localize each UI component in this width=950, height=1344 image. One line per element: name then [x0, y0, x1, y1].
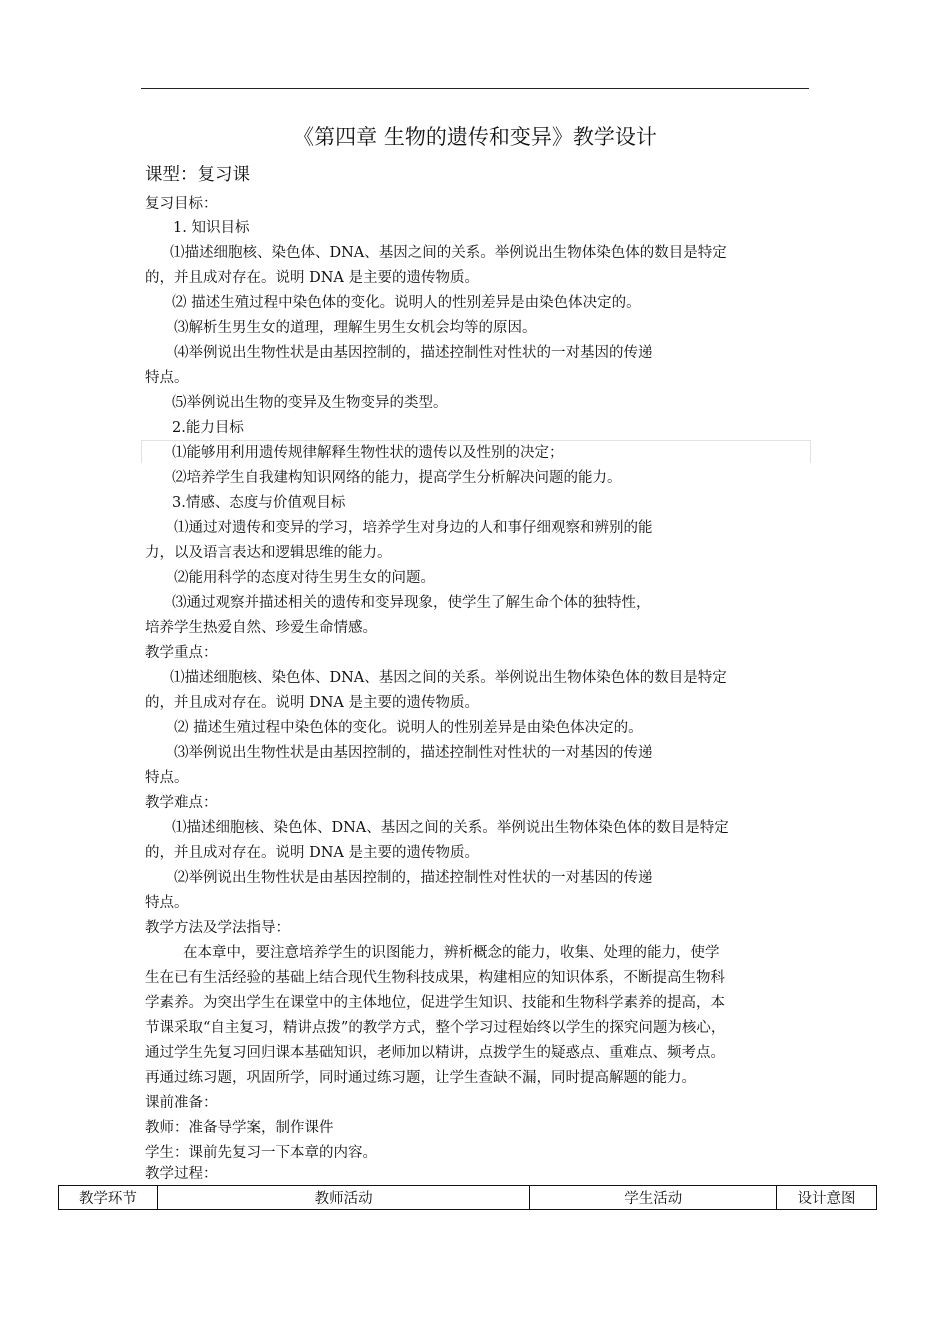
- paragraph-line: 在本章中，要注意培养学生的识图能力，辨析概念的能力，收集、处理的能力，使学: [183, 945, 720, 961]
- text-line: ⑵能用科学的态度对待生男生女的问题。: [174, 570, 435, 586]
- subsection-heading: 1. 知识目标: [173, 220, 250, 236]
- paragraph-line: 通过学生先复习回归课本基础知识，老师加以精讲，点拨学生的疑惑点、重难点、频考点。: [145, 1045, 725, 1061]
- text-line: 力，以及语言表达和逻辑思维的能力。: [145, 545, 392, 561]
- paragraph-line: 再通过练习题，巩固所学，同时通过练习题，让学生查缺不漏，同时提高解题的能力。: [145, 1070, 696, 1086]
- text-line: ⑴描述细胞核、染色体、DNA、基因之间的关系。举例说出生物体染色体的数目是特定: [172, 820, 729, 836]
- table-header-cell: 学生活动: [530, 1186, 777, 1210]
- text-line: ⑴描述细胞核、染色体、DNA、基因之间的关系。举例说出生物体染色体的数目是特定: [170, 245, 727, 261]
- text-line: ⑶通过观察并描述相关的遗传和变异现象，使学生了解生命个体的独特性，: [172, 595, 651, 611]
- text-line: 特点。: [145, 895, 189, 911]
- text-line: 的，并且成对存在。说明 DNA 是主要的遗传物质。: [145, 845, 480, 861]
- lesson-type: 课型：复习课: [145, 165, 250, 185]
- table-header-cell: 教学环节: [59, 1186, 158, 1210]
- text-line: ⑵培养学生自我建构知识网络的能力，提高学生分析解决问题的能力。: [172, 470, 622, 486]
- text-line: 培养学生热爱自然、珍爱生命情感。: [145, 620, 377, 636]
- text-line: ⑴通过对遗传和变异的学习，培养学生对身边的人和事仔细观察和辨别的能: [174, 520, 653, 536]
- text-line: ⑴能够用利用遗传规律解释生物性状的遗传以及性别的决定；: [172, 445, 564, 461]
- text-line: 的，并且成对存在。说明 DNA 是主要的遗传物质。: [145, 695, 480, 711]
- text-line: ⑸举例说出生物的变异及生物变异的类型。: [172, 395, 448, 411]
- document-title: 《第四章 生物的遗传和变异》教学设计: [293, 125, 657, 149]
- header-rule: [141, 88, 809, 89]
- section-heading: 课前准备：: [145, 1095, 218, 1111]
- section-heading: 教学过程：: [145, 1166, 218, 1182]
- section-heading: 教学难点：: [145, 795, 218, 811]
- text-line: ⑵举例说出生物性状是由基因控制的，描述控制性对性状的一对基因的传递: [174, 870, 653, 886]
- subsection-heading: 3.情感、态度与价值观目标: [172, 495, 346, 511]
- paragraph-line: 节课采取“自主复习，精讲点拨”的教学方式，整个学习过程始终以学生的探究问题为核心，: [145, 1020, 726, 1036]
- section-heading: 教学方法及学法指导：: [145, 920, 290, 936]
- text-line: 的，并且成对存在。说明 DNA 是主要的遗传物质。: [145, 270, 480, 286]
- paragraph-line: 学素养。为突出学生在课堂中的主体地位，促进学生知识、技能和生物科学素养的提高，本: [145, 995, 725, 1011]
- table-header-row: [59, 1186, 877, 1210]
- paragraph-line: 生在已有生活经验的基础上结合现代生物科技成果，构建相应的知识体系，不断提高生物科: [145, 970, 725, 986]
- text-line: 教师：准备导学案，制作课件: [145, 1120, 334, 1136]
- text-line: 特点。: [145, 770, 189, 786]
- text-line: 学生：课前先复习一下本章的内容。: [145, 1145, 377, 1161]
- text-line: ⑴描述细胞核、染色体、DNA、基因之间的关系。举例说出生物体染色体的数目是特定: [170, 670, 727, 686]
- text-line: ⑶举例说出生物性状是由基因控制的，描述控制性对性状的一对基因的传递: [174, 745, 653, 761]
- text-line: ⑵ 描述生殖过程中染色体的变化。说明人的性别差异是由染色体决定的。: [172, 295, 641, 311]
- text-line: ⑵ 描述生殖过程中染色体的变化。说明人的性别差异是由染色体决定的。: [174, 720, 643, 736]
- table-header-cell: 教师活动: [157, 1186, 530, 1210]
- section-heading: 复习目标：: [145, 196, 218, 212]
- teaching-process-table: [58, 1185, 877, 1210]
- text-line: ⑶解析生男生女的道理，理解生男生女机会均等的原因。: [174, 320, 537, 336]
- text-line: 特点。: [145, 370, 189, 386]
- subsection-heading: 2.能力目标: [172, 420, 244, 436]
- table-header-cell: 设计意图: [777, 1186, 877, 1210]
- section-heading: 教学重点：: [145, 645, 218, 661]
- text-line: ⑷举例说出生物性状是由基因控制的，描述控制性对性状的一对基因的传递: [174, 345, 653, 361]
